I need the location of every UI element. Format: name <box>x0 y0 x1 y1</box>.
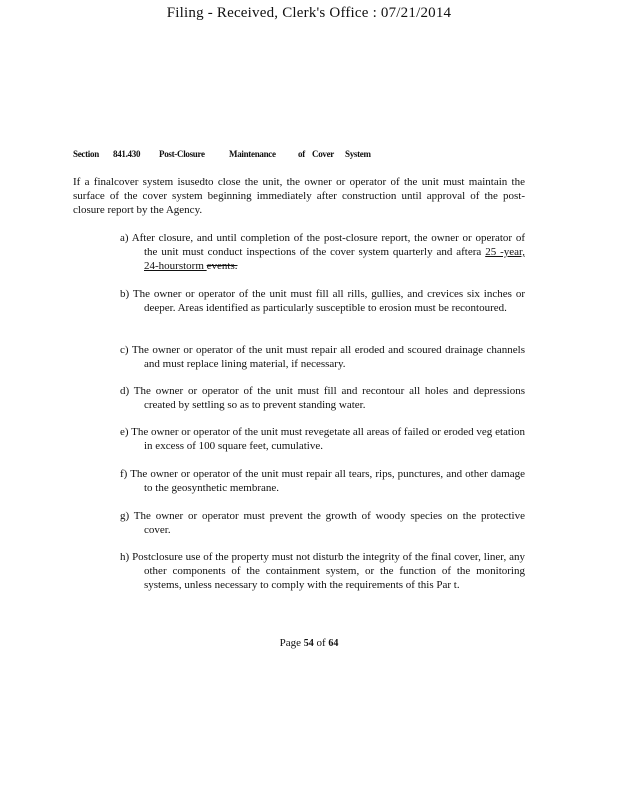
list-item-body: The owner or operator of the unit must fill and recontour all holes and depressions created by settling so as to prevent standing water. <box>133 385 525 411</box>
list-item-marker: b) <box>120 288 130 300</box>
list-item-marker: e) <box>120 426 129 438</box>
list-item-text <box>108 550 525 592</box>
section-title-word: System <box>345 149 371 159</box>
section-title-word: of <box>298 149 305 159</box>
filing-header: Filing - Received, Clerk's Office : 07/21/2014 <box>166 5 452 21</box>
list-item <box>108 509 525 537</box>
current-page-number: 54 <box>303 638 314 649</box>
struck-deletion: events. <box>206 260 238 272</box>
list-item-text <box>108 231 525 273</box>
list-item-body: The owner or operator must prevent the growth of woody species on the protective cover. <box>133 510 525 536</box>
page-label: Page <box>279 637 301 649</box>
intro-paragraph: If a finalcover system isusedto close the unit, the owner or operator of the unit must maintain the surface of the cover system beginning immediately after construction until approval of the post-closure report by the Agency. <box>73 176 525 216</box>
list-item-body: The owner or operator of the unit must fill all rills, gullies, and crevices six inches or deeper. Areas identified as particularly susceptible to erosion must be recontoured. <box>132 288 525 314</box>
list-item <box>108 550 525 592</box>
list-item-text <box>108 425 525 453</box>
underlined-insertion: 25 -year, 24-hourstorm <box>144 246 525 272</box>
list-item-text <box>108 509 525 537</box>
section-title-word: Post-Closure <box>159 149 205 159</box>
list-item-body: The owner or operator of the unit must repair all tears, rips, punctures, and other damage to the geosynthetic membrane. <box>130 468 525 494</box>
list-item <box>108 231 525 273</box>
section-title-word: Cover <box>312 149 334 159</box>
section-title-word: Maintenance <box>229 149 276 159</box>
list-item-body: The owner or operator of the unit must revegetate all areas of failed or eroded veg etation in excess of 100 square feet, cumulative. <box>131 426 526 452</box>
list-item-body: After closure, and until completion of the post-closure report, the owner or operator of the unit must conduct inspections of the cover system quarterly and aftera <box>131 232 525 258</box>
list-item <box>108 287 525 315</box>
list-item-marker: g) <box>120 510 130 522</box>
list-item <box>108 343 525 371</box>
list-item <box>108 467 525 495</box>
list-item-text <box>108 343 525 371</box>
list-item-marker: f) <box>120 468 128 480</box>
list-item-marker: d) <box>120 385 130 397</box>
list-item-marker: a) <box>120 232 129 244</box>
page-number-footer <box>0 637 618 649</box>
list-item <box>108 425 525 453</box>
list-item-body: Postclosure use of the property must not disturb the integrity of the final cover, liner, any other components of the containment system, or the function of the monitoring systems, unless necessary to comply with the requirements of this Par t. <box>132 551 526 591</box>
page-of-label: of <box>316 637 326 649</box>
list-item <box>108 384 525 412</box>
list-item-text <box>108 287 525 315</box>
list-item-marker: c) <box>120 344 129 356</box>
total-page-count: 64 <box>328 638 339 649</box>
list-item-text <box>108 384 525 412</box>
list-item-marker: h) <box>120 551 130 563</box>
list-item-body: The owner or operator of the unit must repair all eroded and scoured drainage channels and must replace lining material, if necessary. <box>131 344 525 370</box>
list-item-text <box>108 467 525 495</box>
section-label: Section <box>73 149 99 159</box>
section-code: 841.430 <box>113 149 141 159</box>
